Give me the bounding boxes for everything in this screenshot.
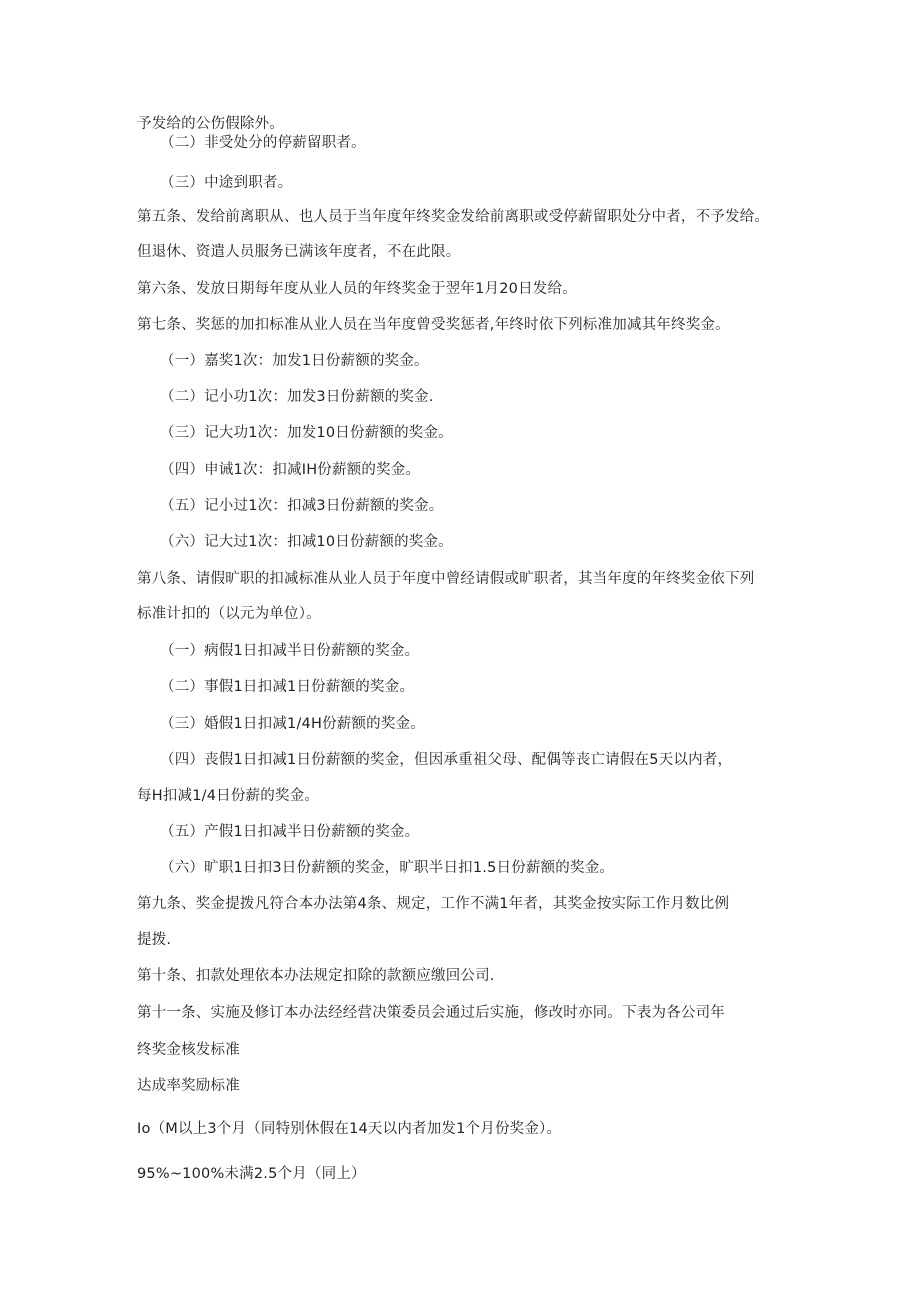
text-line: 第十一条、实施及修订本办法经经营决策委员会通过后实施，修改时亦同。下表为各公司年 <box>137 1005 725 1021</box>
text-line: 予发给的公伤假除外。 <box>137 116 284 132</box>
text-line: 提拨. <box>137 932 172 948</box>
text-line: 第八条、请假旷职的扣减标准从业人员于年度中曾经请假或旷职者，其当年度的年终奖金依下列 <box>137 571 755 587</box>
text-line: 终奖金核发标准 <box>137 1042 240 1058</box>
text-line: （二）事假1日扣减1日份薪额的奖金。 <box>160 679 415 695</box>
text-line: 第十条、扣款处理依本办法规定扣除的款额应缴回公司. <box>137 968 495 984</box>
text-line: 达成率奖励标准 <box>137 1078 240 1094</box>
text-line: 标准计扣的（以元为单位）。 <box>137 606 321 622</box>
text-line: （四）申诫1次：扣减IH份薪额的奖金。 <box>160 462 421 478</box>
text-line: （三）婚假1日扣减1/4H份薪额的奖金。 <box>160 716 425 732</box>
text-line: （二）记小功1次：加发3日份薪额的奖金. <box>160 389 434 405</box>
text-line: （六）旷职1日扣3日份薪额的奖金，旷职半日扣1.5日份薪额的奖金。 <box>160 860 615 876</box>
text-line: （五）记小过1次：扣减3日份薪额的奖金。 <box>160 498 444 514</box>
text-line: （一）病假1日扣减半日份薪额的奖金。 <box>160 643 420 659</box>
text-line: 第七条、奖惩的加扣标准从业人员在当年度曾受奖惩者,年终时依下列标准加减其年终奖金。 <box>137 317 730 333</box>
text-line: （六）记大过1次：扣减10日份薪额的奖金。 <box>160 534 453 550</box>
text-line: （四）丧假1日扣减1日份薪额的奖金，但因承重祖父母、配偶等丧亡请假在5天以内者， <box>160 752 733 768</box>
text-line: 但退休、资遣人员服务已满该年度者，不在此限。 <box>137 244 461 260</box>
text-line: （三）记大功1次：加发10日份薪额的奖金。 <box>160 425 453 441</box>
text-line: Io（M以上3个月（同特别休假在14天以内者加发1个月份奖金）。 <box>137 1121 562 1137</box>
text-line: 95%~100%未满2.5个月（同上） <box>137 1166 366 1182</box>
text-line: （一）嘉奖1次：加发1日份薪额的奖金。 <box>160 353 429 369</box>
text-line: 第五条、发给前离职从、也人员于当年度年终奖金发给前离职或受停薪留职处分中者，不予发给。 <box>137 209 770 225</box>
text-line: 第九条、奖金提拨凡符合本办法第4条、规定，工作不满1年者，其奖金按实际工作月数比例 <box>137 896 730 912</box>
text-line: （三）中途到职者。 <box>160 175 293 191</box>
text-line: （二）非受处分的停薪留职者。 <box>160 135 366 151</box>
text-line: 第六条、发放日期每年度从业人员的年终奖金于翌年1月20日发给。 <box>137 281 577 297</box>
text-line: （五）产假1日扣减半日份薪额的奖金。 <box>160 824 420 840</box>
text-line: 每H扣减1/4日份薪的奖金。 <box>137 788 320 804</box>
